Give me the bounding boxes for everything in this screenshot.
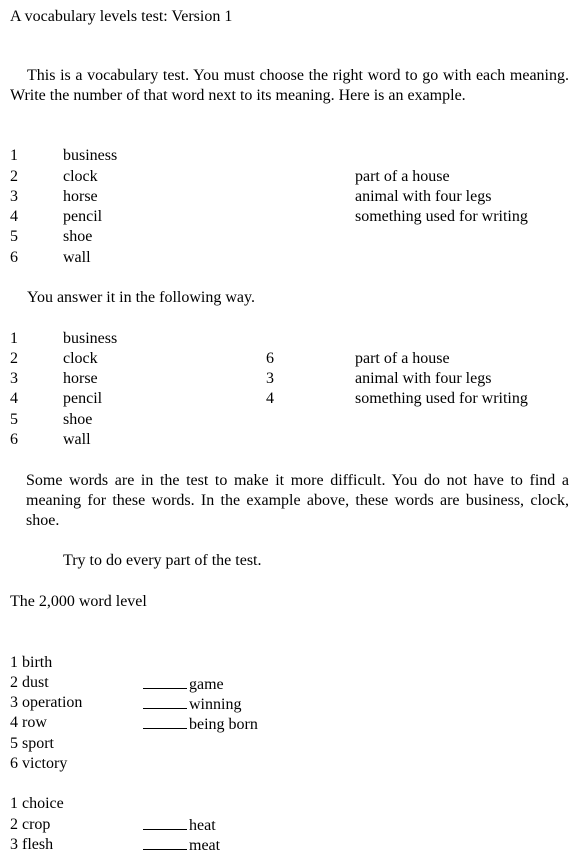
option-word: 3 flesh xyxy=(10,836,54,853)
answer-number: 2 xyxy=(10,350,18,367)
option-word: 1 choice xyxy=(10,795,64,812)
meaning-row xyxy=(143,674,224,695)
answer-meaning: animal with four legs xyxy=(355,370,492,387)
answer-number: 4 xyxy=(10,390,18,407)
example-word: clock xyxy=(63,168,98,185)
meaning-row xyxy=(143,694,241,715)
option-word: 2 crop xyxy=(10,816,51,833)
answer-intro: You answer it in the following way. xyxy=(27,289,255,306)
answer-meaning: part of a house xyxy=(355,350,450,367)
example-meaning: something used for writing xyxy=(355,208,528,225)
answer-word: horse xyxy=(63,370,98,387)
example-number: 2 xyxy=(10,168,18,185)
answer-word: wall xyxy=(63,431,91,448)
meaning-row xyxy=(143,815,216,836)
answer-word: pencil xyxy=(63,390,103,407)
example-meaning: animal with four legs xyxy=(355,188,492,205)
example-number: 1 xyxy=(10,147,18,164)
answer-blank[interactable] xyxy=(143,835,187,850)
example-number: 6 xyxy=(10,249,18,266)
example-word: wall xyxy=(63,249,91,266)
meaning-row xyxy=(143,835,220,856)
meaning-text: winning xyxy=(189,696,242,713)
answer-number: 6 xyxy=(10,431,18,448)
answer-blank[interactable] xyxy=(143,714,187,729)
answer-word: shoe xyxy=(63,411,93,428)
example-meaning: part of a house xyxy=(355,168,450,185)
meaning-row xyxy=(143,714,258,735)
answer-word: business xyxy=(63,330,118,347)
answer-blank[interactable] xyxy=(143,694,187,709)
answer-number: 1 xyxy=(10,330,18,347)
option-word: 1 birth xyxy=(10,654,53,671)
answer-blank[interactable] xyxy=(143,815,187,830)
answer-value: 6 xyxy=(266,350,274,367)
answer-meaning: something used for writing xyxy=(355,390,528,407)
answer-number: 5 xyxy=(10,411,18,428)
example-word: shoe xyxy=(63,228,93,245)
option-word: 6 victory xyxy=(10,755,68,772)
option-word: 4 row xyxy=(10,714,47,731)
answer-value: 4 xyxy=(266,390,274,407)
example-number: 3 xyxy=(10,188,18,205)
option-word: 2 dust xyxy=(10,674,49,691)
answer-blank[interactable] xyxy=(143,674,187,689)
page-title: A vocabulary levels test: Version 1 xyxy=(10,8,233,25)
meaning-text: game xyxy=(189,676,224,693)
intro-paragraph: This is a vocabulary test. You must choose the right word to go with each meaning. Write the number of that word next to its meaning. Here is an example. xyxy=(10,67,569,104)
example-word: horse xyxy=(63,188,98,205)
note-paragraph: Some words are in the test to make it more difficult. You do not have to find a meaning for these words. In the example above, these words are business, clock, shoe. xyxy=(26,472,569,529)
level-heading: The 2,000 word level xyxy=(10,593,147,610)
answer-number: 3 xyxy=(10,370,18,387)
meaning-text: being born xyxy=(189,716,258,733)
meaning-text: heat xyxy=(189,817,216,834)
example-number: 4 xyxy=(10,208,18,225)
option-word: 3 operation xyxy=(10,694,83,711)
example-number: 5 xyxy=(10,228,18,245)
option-word: 5 sport xyxy=(10,735,54,752)
example-word: pencil xyxy=(63,208,103,225)
answer-value: 3 xyxy=(266,370,274,387)
answer-word: clock xyxy=(63,350,98,367)
instruction-text: Try to do every part of the test. xyxy=(63,552,262,569)
example-word: business xyxy=(63,147,118,164)
meaning-text: meat xyxy=(189,837,221,854)
